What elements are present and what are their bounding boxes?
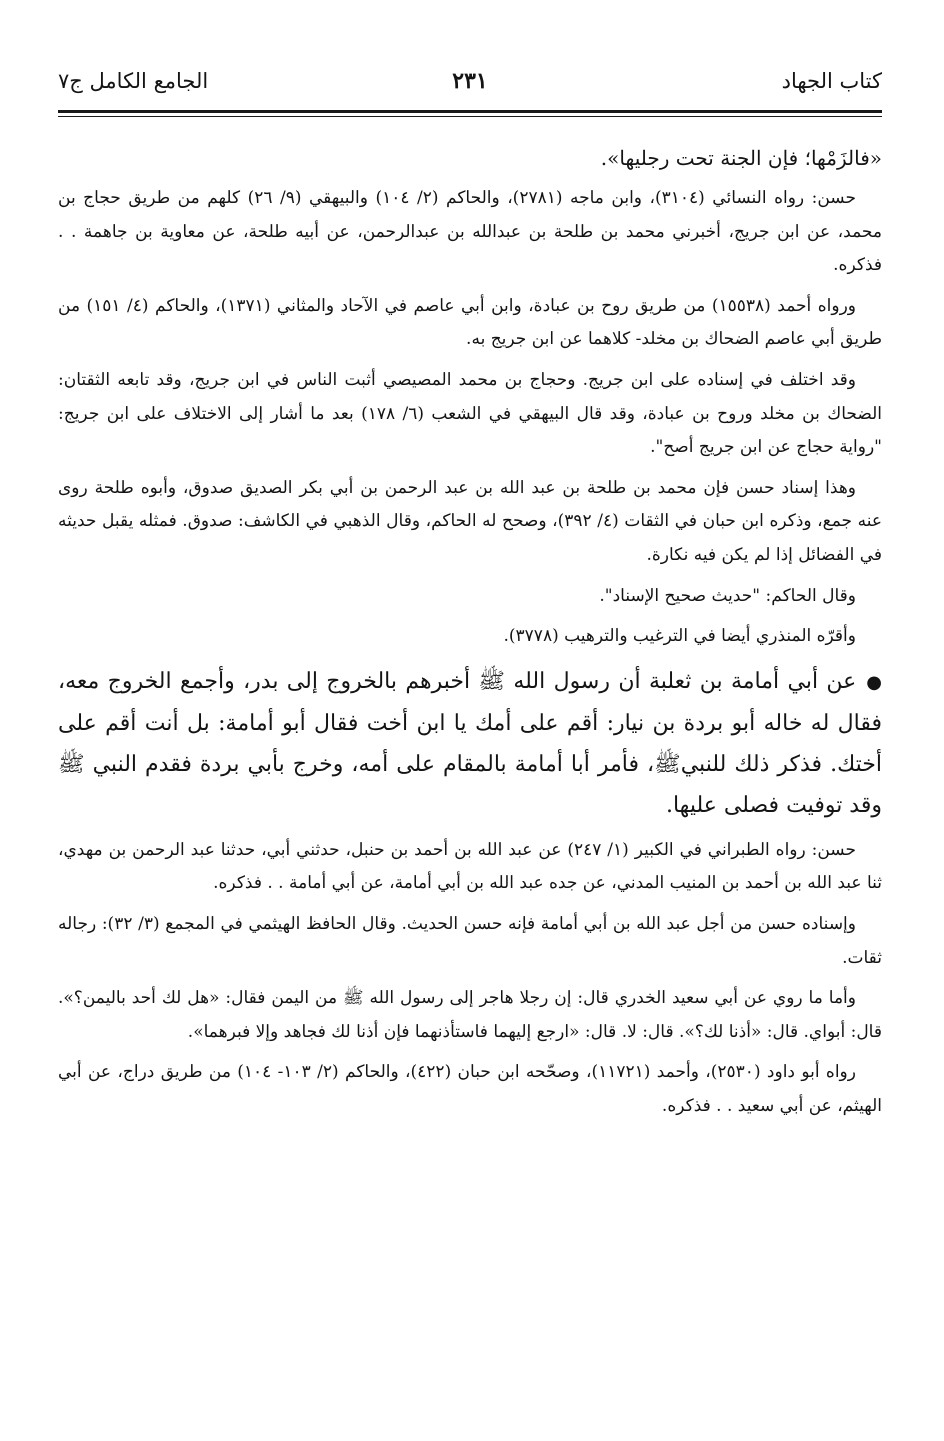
page-number: ٢٣١ bbox=[452, 68, 488, 94]
page-header bbox=[58, 58, 882, 122]
running-head-section: كتاب الجهاد bbox=[781, 69, 882, 93]
hadith-body: عن أبي أمامة بن ثعلبة أن رسول الله ﷺ أخبرهم بالخروج إلى بدر، وأجمع الخروج معه، فقال له خاله أبو بردة بن نيار: أقم على أمك يا ابن أخت فقال أبو أمامة: بل أنت أقم على أختك. فذكر ذلك للنبيﷺ، فأمر أبا أمامة بالمقام على أمه، وخرج بأبي بردة فقدم النبي ﷺ وقد توفيت فصلى عليها. bbox=[58, 668, 882, 818]
commentary-paragraph: وإسناده حسن من أجل عبد الله بن أبي أمامة فإنه حسن الحديث. وقال الحافظ الهيثمي في المجمع (٣/ ٣٢): رجاله ثقات. bbox=[58, 913, 882, 968]
book-page bbox=[0, 58, 944, 1441]
bullet-icon: ● bbox=[866, 671, 882, 693]
header-rule-thick bbox=[58, 110, 882, 113]
takhrij-paragraph: حسن: رواه النسائي (٣١٠٤)، وابن ماجه (٢٧٨١)، والحاكم (٢/ ١٠٤) والبيهقي (٩/ ٢٦) كلهم من طريق حجاج بن محمد، عن ابن جريج، أخبرني محمد بن طلحة بن عبدالله بن عبدالرحمن، عن أبيه طلحة، عن معاوية بن جاهمة . . فذكره. bbox=[58, 188, 882, 276]
commentary-paragraph: وقال الحاكم: "حديث صحيح الإسناد". bbox=[599, 585, 856, 606]
commentary-paragraph: وقد اختلف في إسناده على ابن جريج. وحجاج بن محمد المصيصي أثبت الناس في ابن جريج، وقد تابعه الثقتان: الضحاك بن مخلد وروح بن عبادة، وقد قال البيهقي في الشعب (٦/ ١٧٨) بعد ما أشار إلى الاختلاف على ابن جريج: "رواية حجاج عن ابن جريج أصح". bbox=[58, 369, 883, 458]
commentary-paragraph: وأقرّه المنذري أيضا في الترغيب والترهيب (٣٧٧٨). bbox=[503, 626, 856, 647]
hadith-text bbox=[58, 661, 882, 826]
commentary-paragraph: وأما ما روي عن أبي سعيد الخدري قال: إن رجلا هاجر إلى رسول الله ﷺ من اليمن فقال: «هل لك أحد باليمن؟». قال: أبواي. قال: «أذنا لك؟». قال: لا. قال: «ارجع إليهما فاستأذنهما فإن أذنا لك فجاهد وإلا فبرهما». bbox=[58, 988, 882, 1042]
commentary-paragraph: وهذا إسناد حسن فإن محمد بن طلحة بن عبد الله بن عبد الرحمن بن أبي بكر الصديق صدوق، وأبوه طلحة روى عنه جمع، وذكره ابن حبان في الثقات (٤/ ٣٩٢)، وصحح له الحاكم، وقال الذهبي في الكاشف: صدوق. فمثله يقبل حديثه في الفضائل إذا لم يكن فيه نكارة. bbox=[58, 477, 883, 565]
page-body bbox=[58, 140, 882, 1123]
header-rule-thin bbox=[58, 116, 882, 117]
takhrij-paragraph: حسن: رواه الطبراني في الكبير (١/ ٢٤٧) عن عبد الله بن أحمد بن حنبل، حدثني أبي، حدثنا عبد الرحمن بن مهدي، ثنا عبد الله بن أحمد بن المنيب المدني، عن جده عبد الله بن أبي أمامة، عن أبي أمامة . . فذكره. bbox=[58, 839, 882, 894]
hadith-ending: «فالزَمْها؛ فإن الجنة تحت رجليها». bbox=[600, 146, 882, 170]
running-head-title: الجامع الكامل ج٧ bbox=[58, 69, 209, 93]
commentary-paragraph: ورواه أحمد (١٥٥٣٨) من طريق روح بن عبادة، وابن أبي عاصم في الآحاد والمثاني (١٣٧١)، والحاكم (٤/ ١٥١) من طريق أبي عاصم الضحاك بن مخلد- كلاهما عن ابن جريج به. bbox=[58, 295, 882, 350]
takhrij-paragraph: رواه أبو داود (٢٥٣٠)، وأحمد (١١٧٢١)، وصحّحه ابن حبان (٤٢٢)، والحاكم (٢/ ١٠٣- ١٠٤) من طريق دراج، عن أبي الهيثم، عن أبي سعيد . . فذكره. bbox=[58, 1062, 882, 1116]
